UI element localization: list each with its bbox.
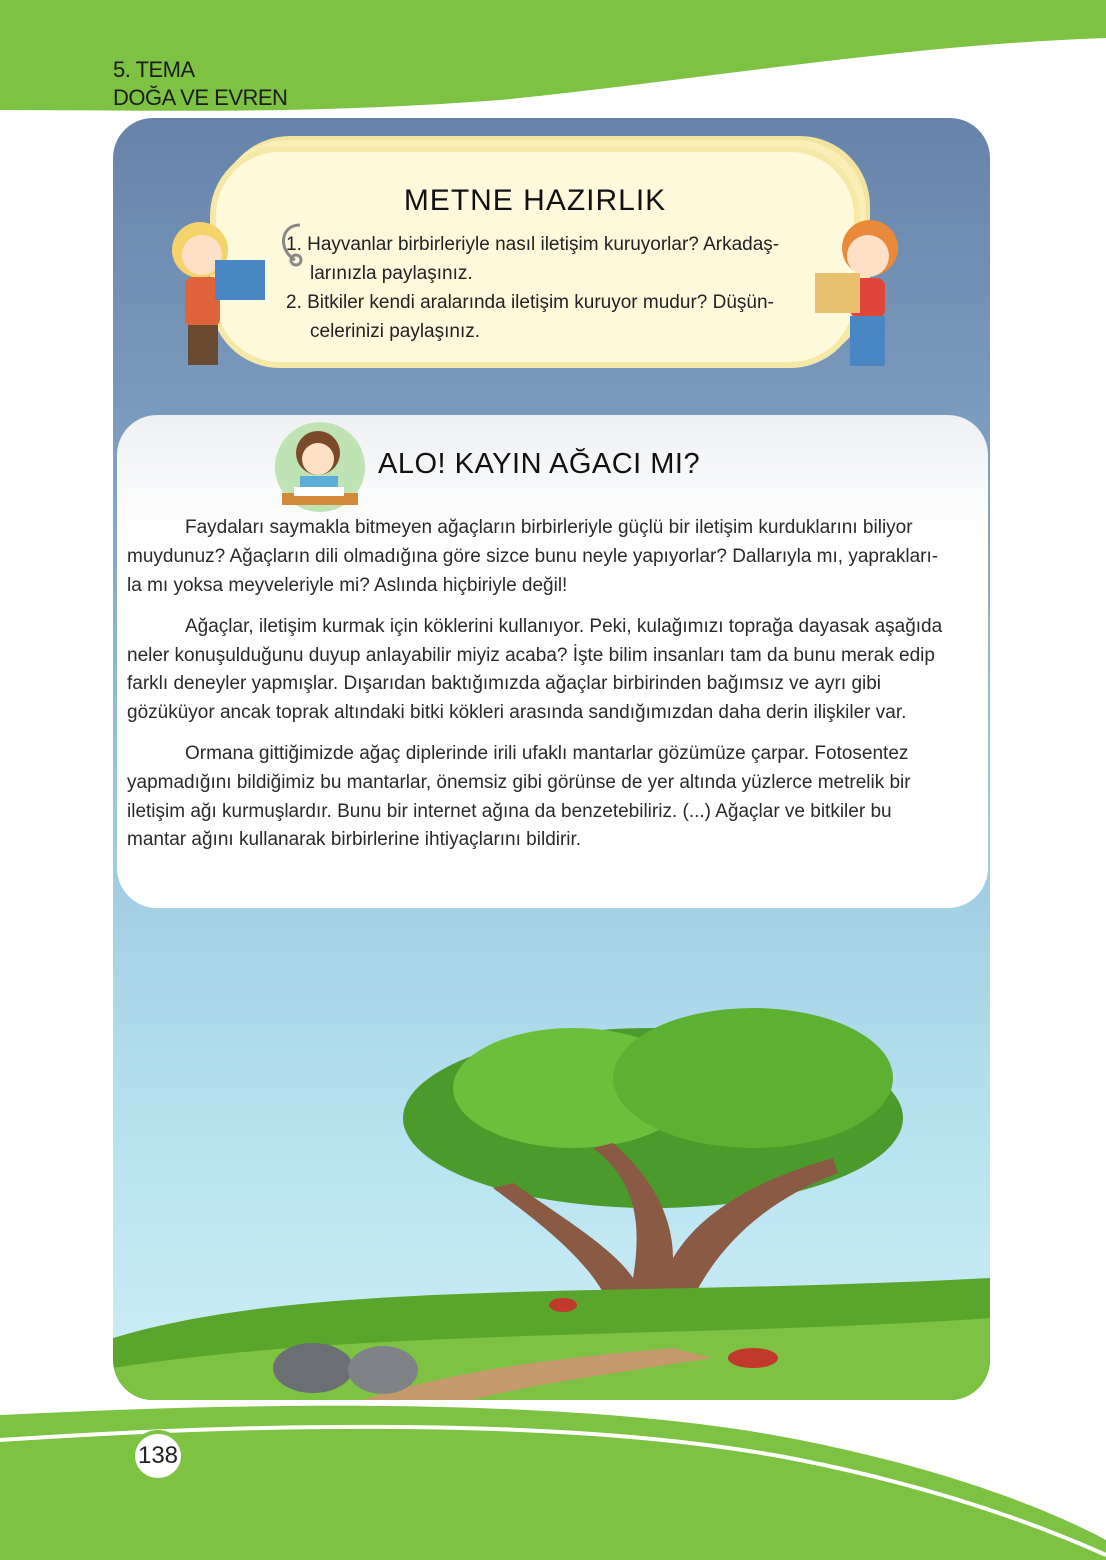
text-line: Ormana gittiğimizde ağaç diplerinde irili ufaklı mantarlar gözümüze çarpar. Fotosentez — [185, 743, 909, 764]
boy-with-books-illustration — [810, 218, 910, 378]
item-text: celerinizi paylaşınız. — [310, 321, 481, 342]
preparation-item-1 — [286, 230, 816, 288]
preparation-title: METNE HAZIRLIK — [403, 184, 667, 217]
bottom-green-band — [0, 1406, 1106, 1560]
girl-with-books-illustration — [160, 215, 270, 375]
text-line: gözüküyor ancak toprak altındaki bitki kökleri arasında sandığımızdan daha derin ilişkiler var. — [127, 702, 907, 723]
text-line: iletişim ağı kurmuşlardır. Bunu bir internet ağına da benzetebiliriz. (...) Ağaçlar ve bitkiler bu — [127, 801, 892, 822]
item-text: 2. Bitkiler kendi aralarında iletişim kuruyor mudur? Düşün- — [286, 292, 774, 313]
text-line: Ağaçlar, iletişim kurmak için köklerini kullanıyor. Peki, kulağımızı toprağa dayasak aşağıda — [185, 616, 943, 637]
theme-label: DOĞA VE EVREN — [113, 85, 288, 110]
item-text: 1. Hayvanlar birbirleriyle nasıl iletişim kuruyorlar? Arkadaş- — [286, 234, 780, 255]
page-number: 138 — [131, 1430, 185, 1482]
text-line: la mı yoksa meyveleriyle mi? Aslında hiçbiriyle değil! — [127, 575, 568, 596]
paper-clip-icon — [270, 220, 310, 270]
text-line: mantar ağını kullanarak birbirlerine ihtiyaçlarını bildirir. — [127, 829, 582, 850]
text-line: yapmadığını bildiğimiz bu mantarlar, önemsiz gibi görünse de yer altında yüzlerce metrelik bir — [127, 772, 911, 793]
item-text: larınızla paylaşınız. — [310, 263, 473, 284]
preparation-item-2 — [286, 288, 816, 346]
unit-label: 5. TEMA — [113, 57, 195, 82]
text-line: farklı deneyler yapmışlar. Dışarıdan baktığımızda ağaçlar birbirinden bağımsız ve ayrı gibi — [127, 673, 882, 694]
tree-illustration — [113, 918, 990, 1400]
text-line: neler konuşulduğunu duyup anlayabilir miyiz acaba? İşte bilim insanları tam da bunu merak edip — [127, 645, 935, 666]
theme-header — [113, 56, 287, 112]
text-line: muydunuz? Ağaçların dili olmadığına göre sizce bunu neyle yapıyorlar? Dallarıyla mı, yaprakları- — [127, 546, 939, 567]
story-title: ALO! KAYIN AĞACI MI? — [378, 448, 701, 480]
text-line: Faydaları saymakla bitmeyen ağaçların birbirleriyle güçlü bir iletişim kurduklarını biliyor — [185, 517, 913, 538]
reading-girl-avatar — [272, 421, 368, 513]
